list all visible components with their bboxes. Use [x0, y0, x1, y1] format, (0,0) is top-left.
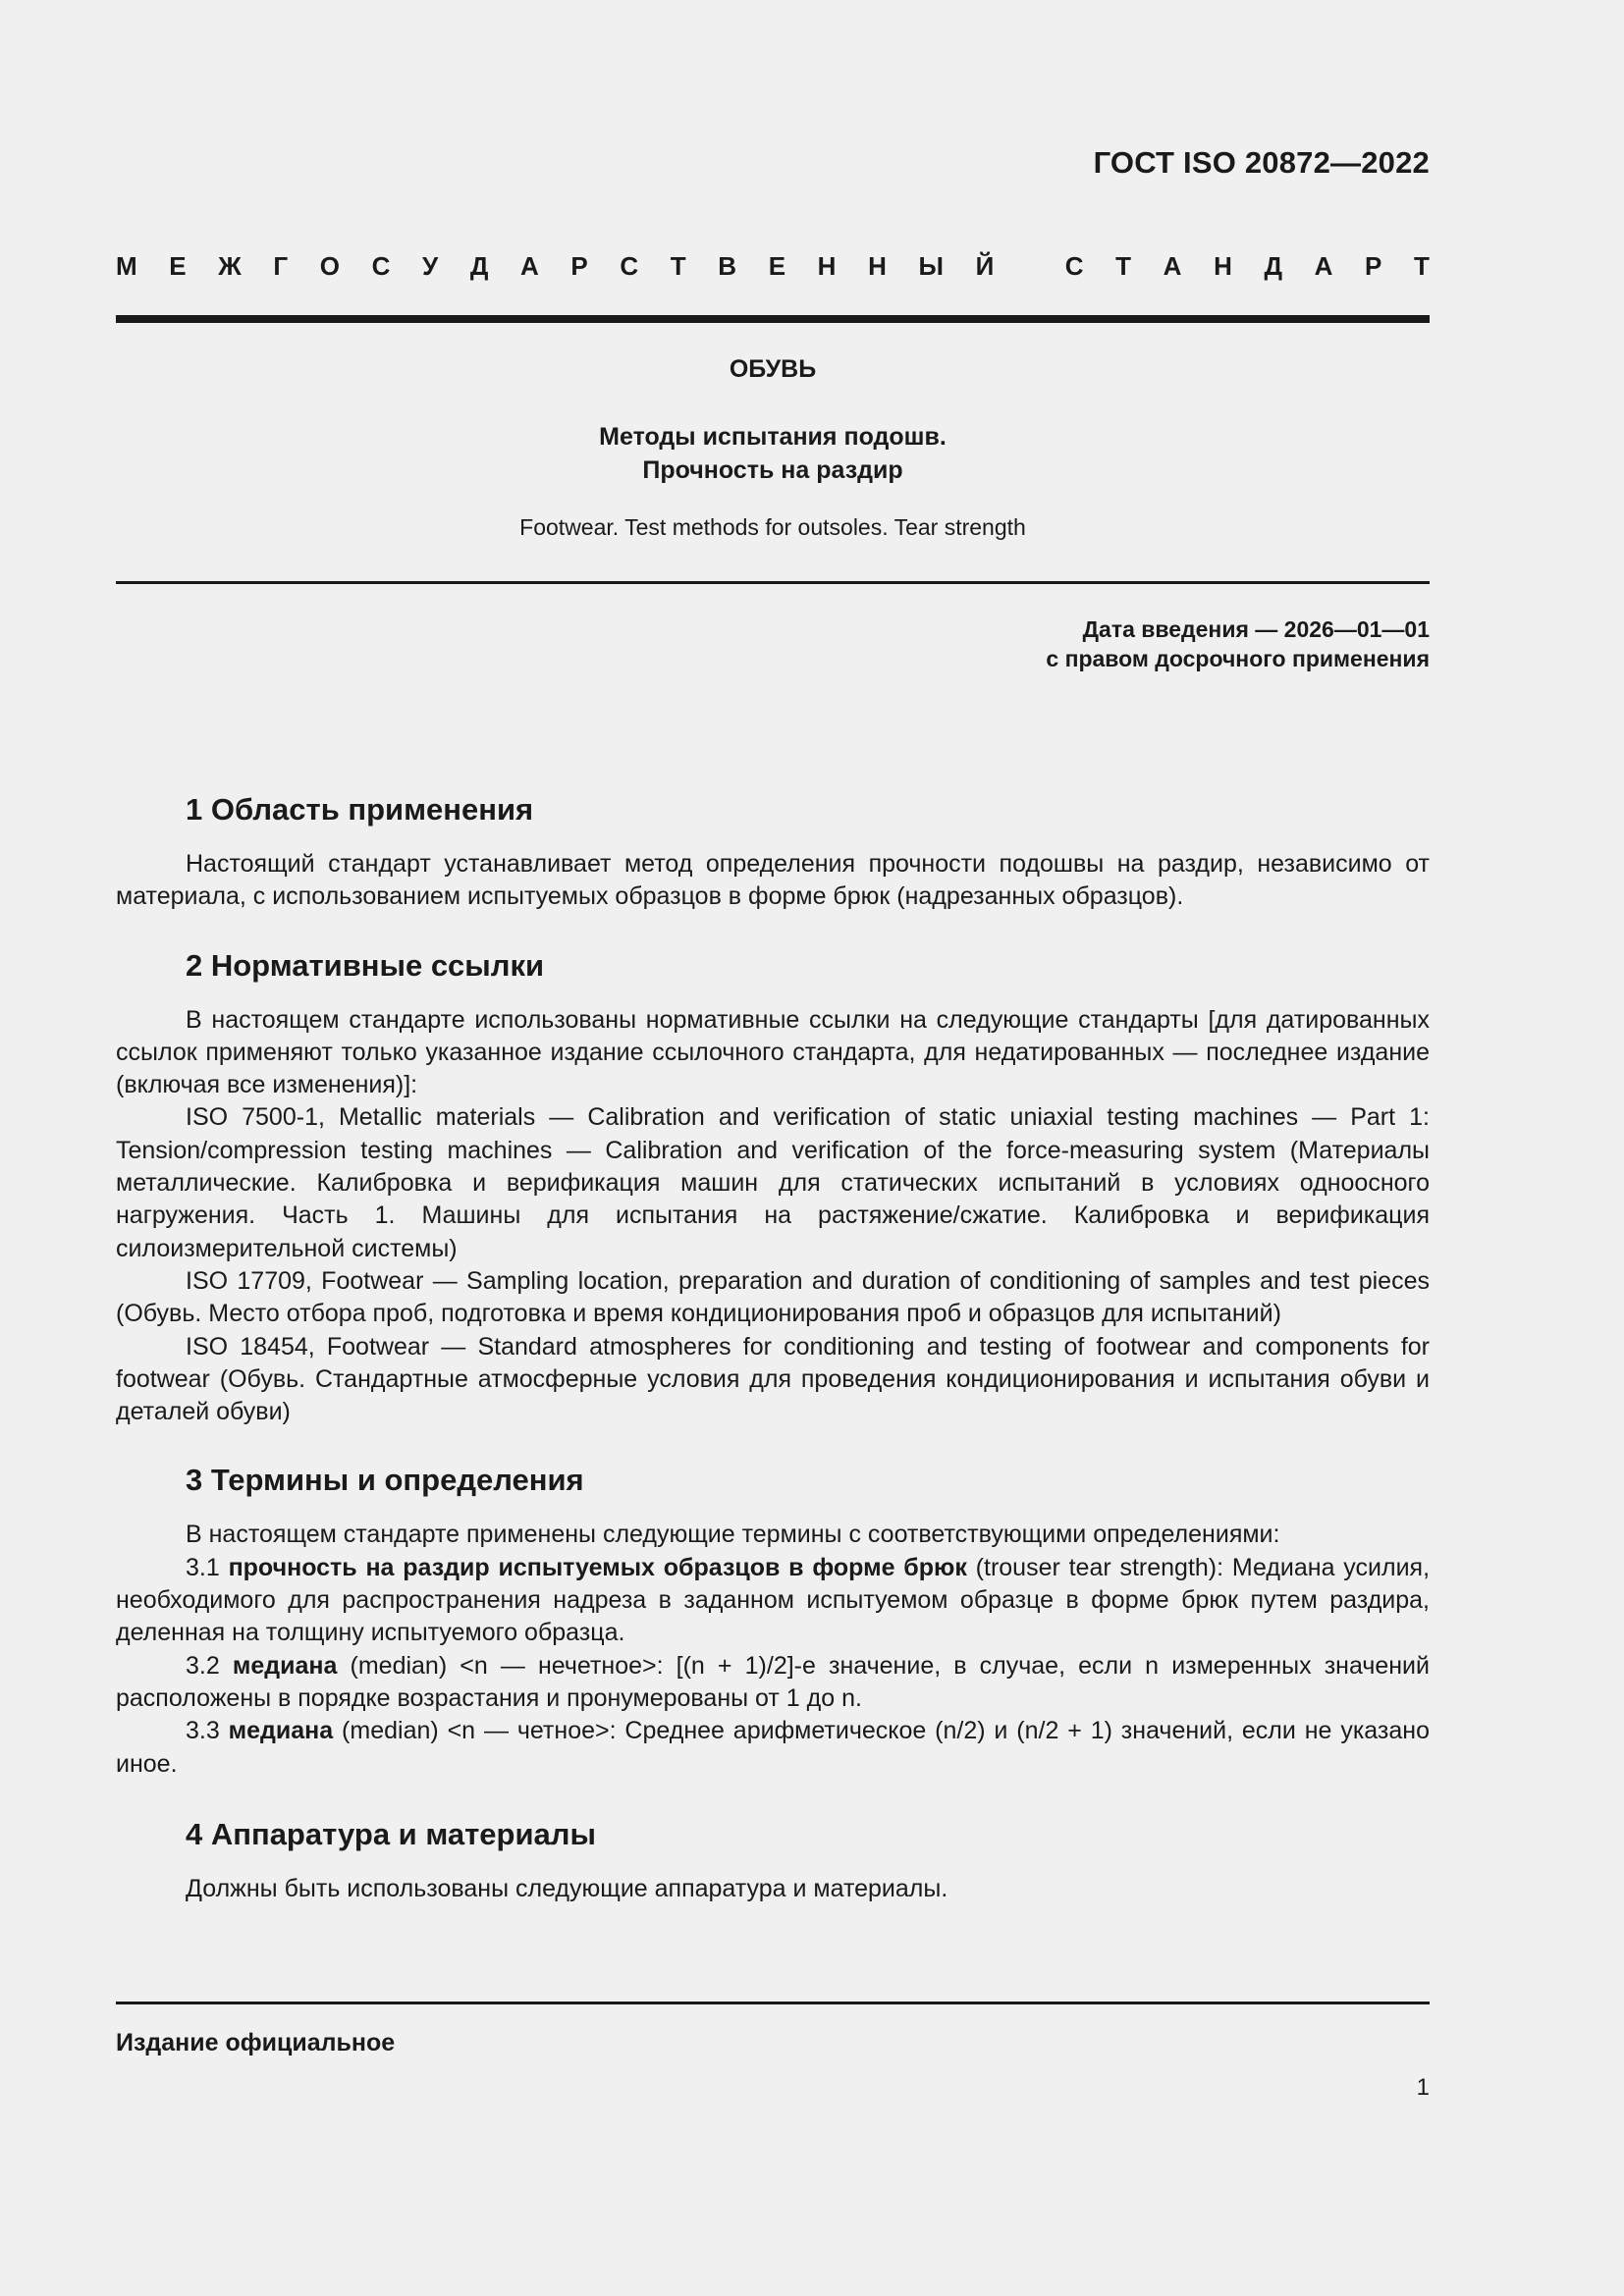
reference-item: ISO 7500-1, Metallic materials — Calibration and verification of static uniaxial testing machines — Part 1: Tension/compression testing machines — Calibration and verification of the force-measuring system (Материалы металлические. Калибровка и верификация машин для статических испытаний в условиях одноосного нагружения. Часть 1. Машины для испытания на растяжение/сжатие. Калибровка и верификация силоизмерительной системы): [116, 1103, 1430, 1262]
paragraph: В настоящем стандарте применены следующие термины с соответствующими определениями:: [186, 1521, 1280, 1549]
letter: Ы: [918, 251, 944, 281]
letter: О: [319, 251, 340, 281]
document-title: ОБУВЬ: [729, 355, 817, 383]
term-text: (median) <n — нечетное>: [(n + 1)/2]-е значение, в случае, если n измеренных значений расположены в порядке возрастания и пронумерованы от 1 до n.: [116, 1651, 1430, 1712]
letter: Н: [868, 251, 887, 281]
early-application-line: с правом досрочного применения: [1046, 646, 1430, 671]
section-terms-definitions: [116, 1456, 1430, 1780]
paragraph: В настоящем стандарте использованы нормативные ссылки на следующие стандарты [для датированных ссылок применяют только указанное издание ссылочного стандарта, для недатированных — последнее издание (включая все изменения)]:: [116, 1005, 1430, 1099]
term-definition: [116, 1552, 1430, 1650]
page-number: 1: [1416, 2074, 1430, 2101]
header-divider: [116, 315, 1430, 323]
reference-item: ISO 17709, Footwear — Sampling location, preparation and duration of conditioning of samples and test pieces (Обувь. Место отбора проб, подготовка и время кондиционирования проб и образцов для испытаний): [116, 1266, 1430, 1328]
letter: С: [620, 251, 639, 281]
letter: Т: [1414, 251, 1430, 281]
letter: А: [520, 251, 539, 281]
letter: Т: [1115, 251, 1132, 281]
letter: Е: [768, 251, 786, 281]
document-body: [116, 785, 1430, 1905]
section-apparatus: [116, 1810, 1430, 1905]
section-scope: [116, 785, 1430, 914]
subtitle-line: Методы испытания подошв.: [599, 423, 947, 451]
letter: М: [116, 251, 137, 281]
term-name: медиана: [232, 1651, 338, 1680]
section-heading: 1 Область применения: [186, 792, 534, 827]
official-edition-label: Издание официальное: [116, 2029, 396, 2056]
section-heading: 4 Аппаратура и материалы: [186, 1816, 596, 1851]
footer-divider: [116, 2002, 1430, 2004]
standard-type-banner: [116, 251, 1430, 282]
letter: Т: [670, 251, 686, 281]
word-gap: [1026, 251, 1033, 282]
section-heading: 3 Термины и определения: [186, 1463, 584, 1498]
letter: Р: [570, 251, 588, 281]
title-divider: [116, 581, 1430, 584]
introduction-date: [1046, 614, 1430, 673]
letter: В: [718, 251, 737, 281]
letter: У: [422, 251, 439, 281]
term-name: медиана: [228, 1717, 334, 1745]
term-number: 3.2: [186, 1651, 233, 1680]
letter: Н: [817, 251, 837, 281]
letter: Р: [1365, 251, 1382, 281]
term-definition: [116, 1715, 1430, 1781]
term-number: 3.1: [186, 1553, 229, 1581]
term-definition: [116, 1650, 1430, 1716]
term-text: (trouser tear strength): Медиана усилия, необходимого для распространения надреза в заданном испытуемом образце в форме брюк путем раздира, деленная на толщину испытуемого образца.: [116, 1553, 1431, 1647]
reference-item: ISO 18454, Footwear — Standard atmospheres for conditioning and testing of footwear and components for footwear (Обувь. Стандартные атмосферные условия для проведения кондиционирования и испытания обуви и деталей обуви): [116, 1332, 1430, 1426]
letter: А: [1163, 251, 1182, 281]
letter: А: [1314, 251, 1333, 281]
term-name: прочность на раздир испытуемых образцов в форме брюк: [228, 1553, 967, 1581]
date-line: Дата введения — 2026—01—01: [1082, 616, 1430, 642]
letter: С: [371, 251, 391, 281]
term-text: (median) <n — четное>: Среднее арифметическое (n/2) и (n/2 + 1) значений, если не указано иное.: [116, 1717, 1431, 1778]
standard-type-letters: [116, 251, 1430, 282]
letter: Г: [273, 251, 289, 281]
letter: С: [1064, 251, 1084, 281]
subtitle-line: Прочность на раздир: [642, 456, 903, 484]
letter: Н: [1214, 251, 1232, 281]
letter: Д: [469, 251, 489, 281]
english-title: Footwear. Test methods for outsoles. Tear strength: [519, 514, 1026, 540]
document-code: ГОСТ ISO 20872—2022: [1093, 145, 1430, 180]
paragraph: Должны быть использованы следующие аппаратура и материалы.: [186, 1874, 948, 1902]
section-normative-references: [116, 941, 1430, 1429]
section-heading: 2 Нормативные ссылки: [186, 947, 545, 983]
term-number: 3.3: [186, 1717, 229, 1745]
paragraph: Настоящий стандарт устанавливает метод определения прочности подошвы на раздир, независимо от материала, с использованием испытуемых образцов в форме брюк (надрезанных образцов).: [116, 850, 1430, 911]
letter: Е: [169, 251, 187, 281]
letter: Й: [975, 251, 995, 281]
letter: Д: [1264, 251, 1283, 281]
letter: Ж: [218, 251, 242, 281]
document-subtitle: [116, 420, 1430, 487]
